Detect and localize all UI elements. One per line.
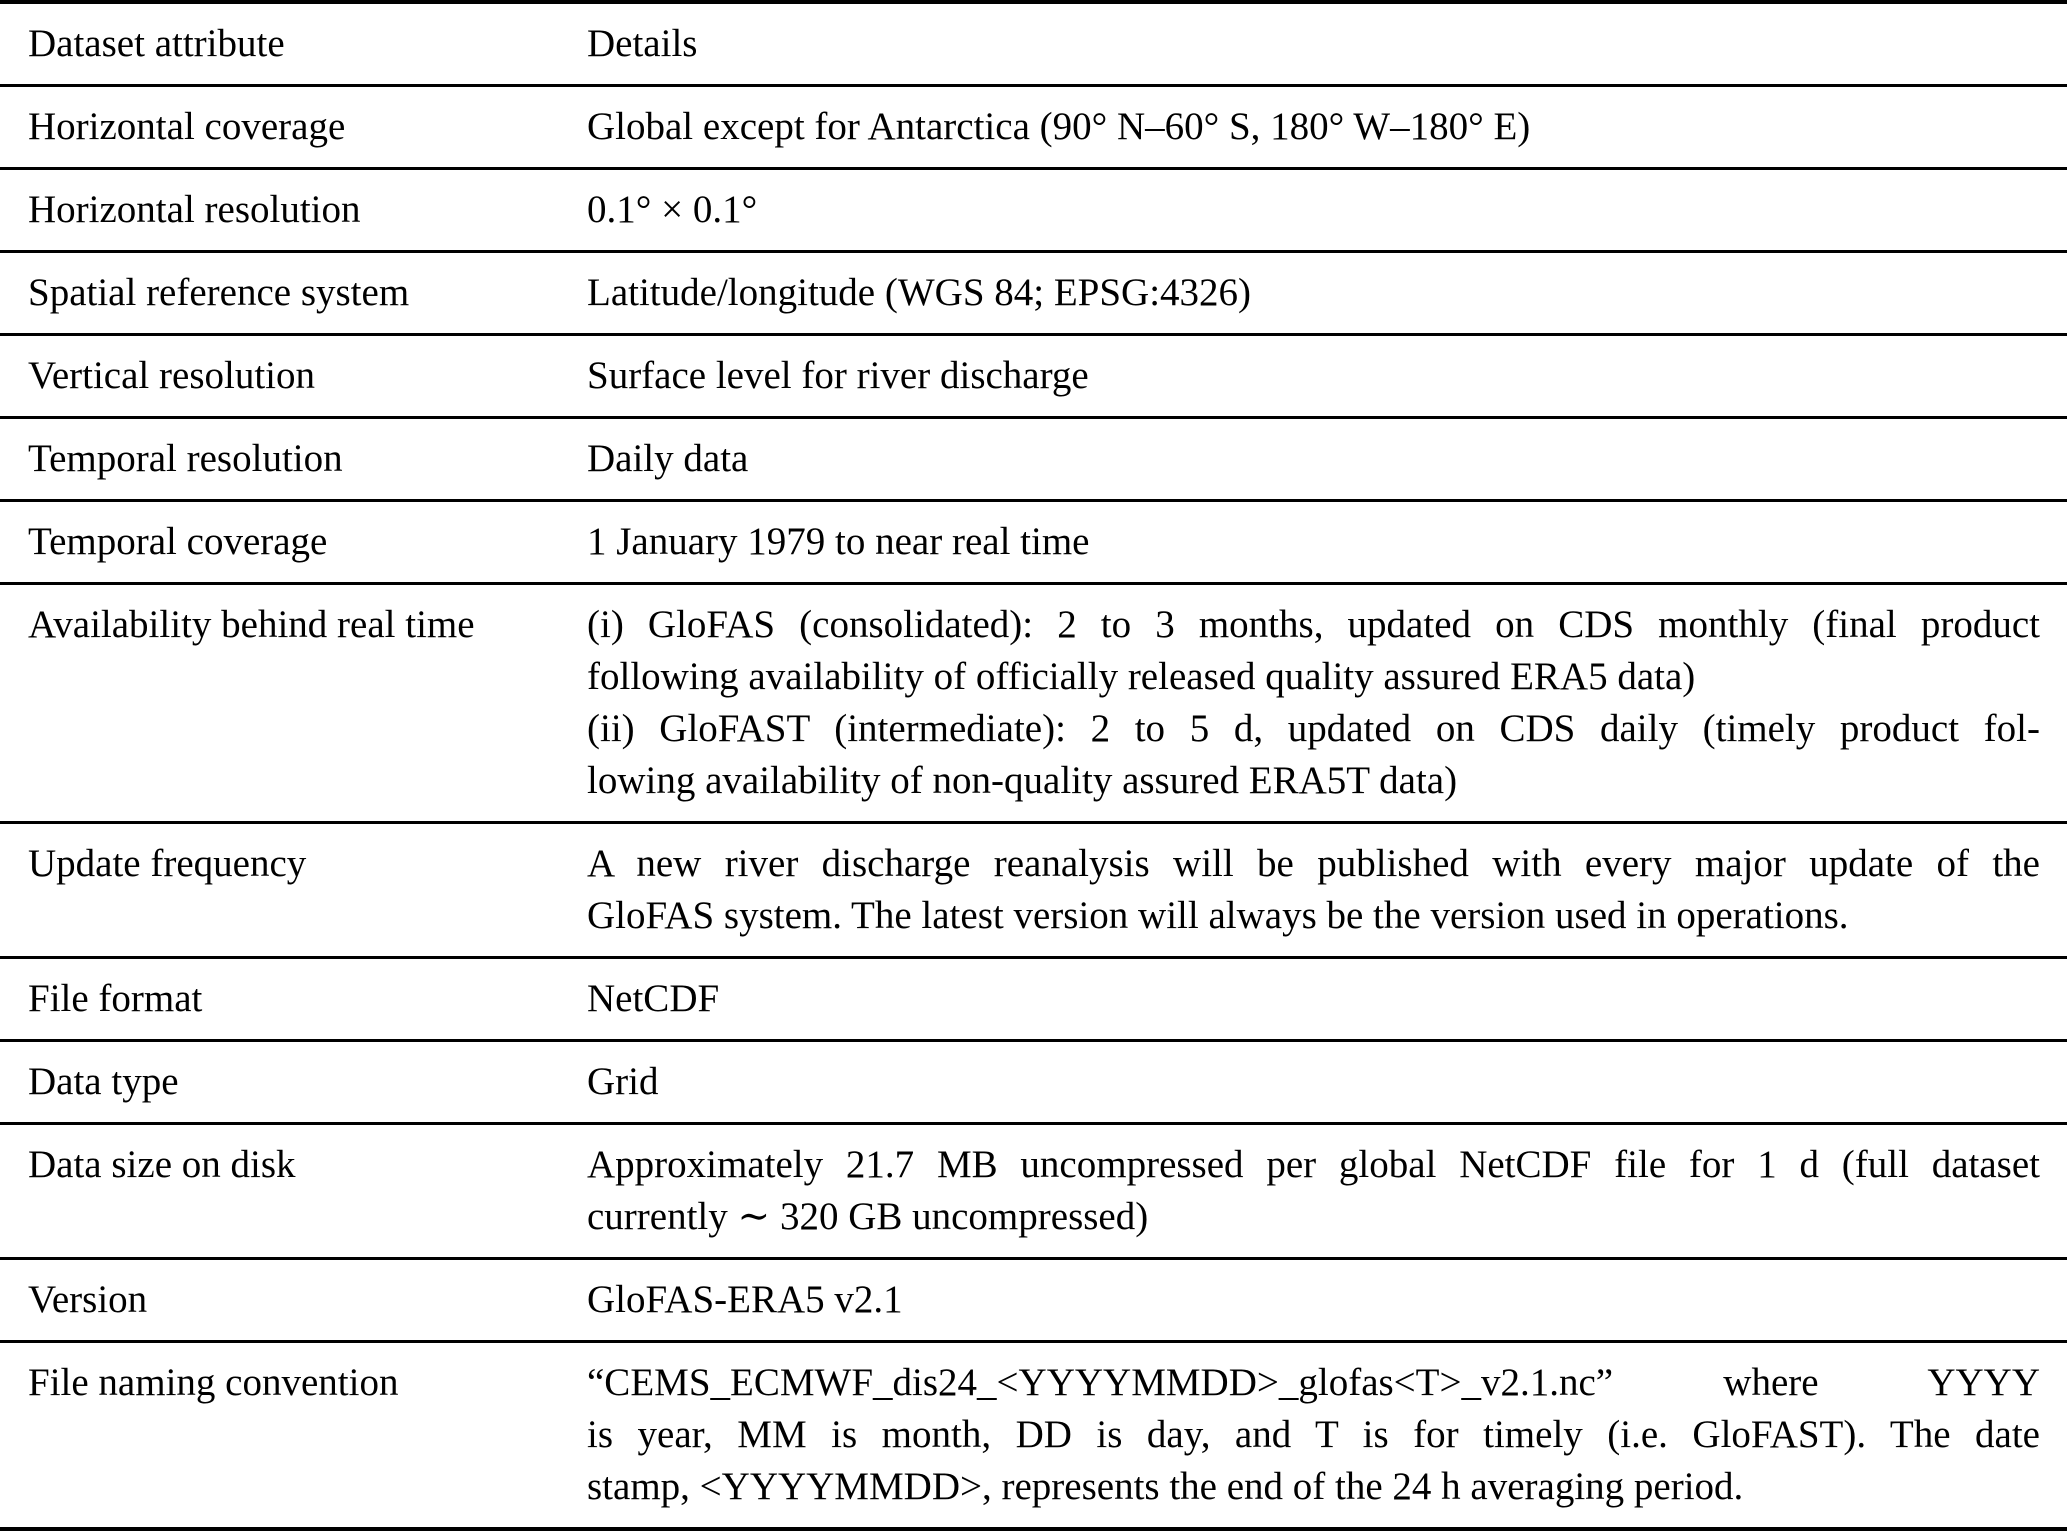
details-line: is year, MM is month, DD is day, and T is for timely (i.e. GloFAST). The date <box>587 1413 2040 1456</box>
table-row <box>0 86 2067 169</box>
attribute-label: Temporal resolution <box>28 437 343 480</box>
attribute-label: File naming convention <box>28 1361 399 1404</box>
table-row <box>0 1342 2067 1530</box>
attribute-cell <box>0 1259 587 1342</box>
details-line: GloFAS-ERA5 v2.1 <box>587 1278 903 1321</box>
attribute-label: Data size on disk <box>28 1143 296 1186</box>
attribute-cell <box>0 823 587 958</box>
details-cell <box>587 584 2067 823</box>
table-row <box>0 1124 2067 1259</box>
details-cell <box>587 335 2067 418</box>
attribute-label: Horizontal resolution <box>28 188 361 231</box>
attribute-cell <box>0 958 587 1041</box>
details-line: “CEMS_ECMWF_dis24_<YYYYMMDD>_glofas<T>_v2.1.nc” where YYYY <box>587 1361 2040 1404</box>
details-line: Latitude/longitude (WGS 84; EPSG:4326) <box>587 271 1252 314</box>
table-row <box>0 335 2067 418</box>
attribute-cell <box>0 1041 587 1124</box>
attribute-label: Spatial reference system <box>28 271 410 314</box>
attribute-cell <box>0 418 587 501</box>
details-line: currently ∼ 320 GB uncompressed) <box>587 1195 1149 1238</box>
details-line: following availability of officially released quality assured ERA5 data) <box>587 655 1696 698</box>
attribute-label: File format <box>28 977 203 1020</box>
table-row <box>0 169 2067 252</box>
details-line: 0.1° × 0.1° <box>587 188 758 231</box>
details-cell <box>587 252 2067 335</box>
table-row <box>0 1259 2067 1342</box>
attribute-cell <box>0 169 587 252</box>
attribute-cell <box>0 252 587 335</box>
table-row <box>0 418 2067 501</box>
attribute-label: Availability behind real time <box>28 603 475 646</box>
attribute-cell <box>0 335 587 418</box>
table-row <box>0 252 2067 335</box>
details-line: Surface level for river discharge <box>587 354 1089 397</box>
details-cell <box>587 1124 2067 1259</box>
details-cell <box>587 86 2067 169</box>
attribute-label: Update frequency <box>28 842 307 885</box>
attribute-label: Temporal coverage <box>28 520 328 563</box>
attribute-cell <box>0 1342 587 1530</box>
details-cell <box>587 418 2067 501</box>
attribute-cell <box>0 501 587 584</box>
table-row <box>0 823 2067 958</box>
details-line: stamp, <YYYYMMDD>, represents the end of the 24 h averaging period. <box>587 1465 1744 1508</box>
details-line: Grid <box>587 1060 659 1103</box>
details-line: GloFAS system. The latest version will always be the version used in operations. <box>587 894 1849 937</box>
attribute-cell <box>0 584 587 823</box>
details-cell <box>587 1342 2067 1530</box>
column-header-attribute: Dataset attribute <box>28 22 285 65</box>
details-line: lowing availability of non-quality assured ERA5T data) <box>587 759 1458 802</box>
details-cell <box>587 169 2067 252</box>
table-row <box>0 1041 2067 1124</box>
header-row <box>0 2 2067 86</box>
table-row <box>0 584 2067 823</box>
attribute-label: Version <box>28 1278 148 1321</box>
details-line: NetCDF <box>587 977 720 1020</box>
details-cell <box>587 823 2067 958</box>
table-body <box>0 86 2067 1530</box>
details-line: (i) GloFAS (consolidated): 2 to 3 months, updated on CDS monthly (final product <box>587 603 2040 646</box>
attribute-cell <box>0 86 587 169</box>
details-cell <box>587 958 2067 1041</box>
details-line: Approximately 21.7 MB uncompressed per global NetCDF file for 1 d (full dataset <box>587 1143 2040 1186</box>
column-header-details: Details <box>587 22 698 65</box>
details-line: Global except for Antarctica (90° N–60° S, 180° W–180° E) <box>587 105 1531 148</box>
attribute-label: Horizontal coverage <box>28 105 346 148</box>
table-row <box>0 958 2067 1041</box>
attribute-label: Vertical resolution <box>28 354 315 397</box>
details-line: Daily data <box>587 437 749 480</box>
details-line: (ii) GloFAST (intermediate): 2 to 5 d, updated on CDS daily (timely product fol- <box>587 707 2040 750</box>
details-cell <box>587 501 2067 584</box>
attribute-label: Data type <box>28 1060 179 1103</box>
details-line: A new river discharge reanalysis will be published with every major update of the <box>587 842 2040 885</box>
details-cell <box>587 1259 2067 1342</box>
details-cell <box>587 1041 2067 1124</box>
details-line: 1 January 1979 to near real time <box>587 520 1090 563</box>
attribute-cell <box>0 1124 587 1259</box>
table-row <box>0 501 2067 584</box>
